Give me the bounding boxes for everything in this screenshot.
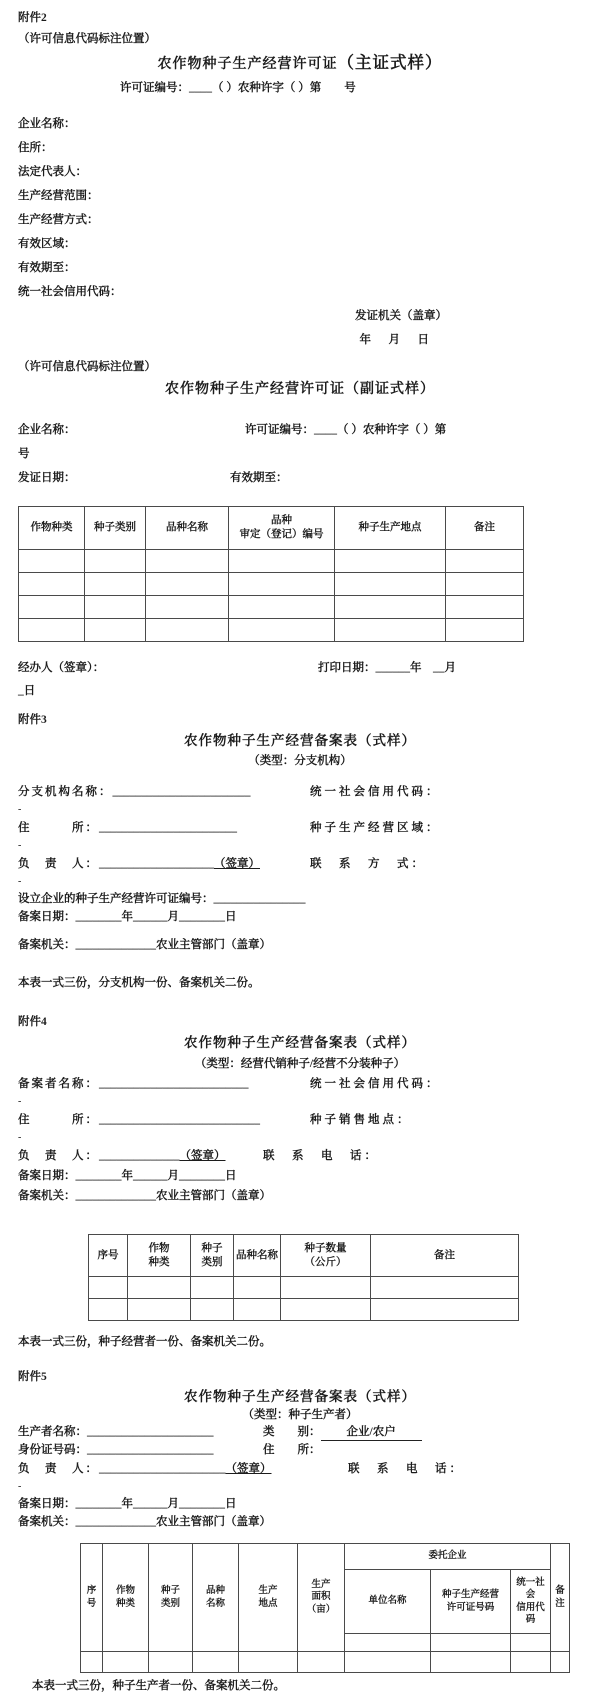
field-label: 生产经营范围： (18, 190, 99, 202)
empty-cell (431, 1634, 511, 1652)
license-number-text: 许可证编号：____（ ）农种许字（ ）第 (245, 424, 447, 436)
empty-cell (511, 1634, 551, 1652)
column-header: 序 号 (81, 1544, 103, 1652)
filing-date-text: 备案日期：________年______月________日 (18, 1170, 237, 1182)
field-label: 负 责 人： (18, 1150, 99, 1162)
column-header: 种子生产经营 许可证号码 (431, 1570, 511, 1634)
empty-cell (371, 1277, 519, 1299)
field-valid-until (18, 256, 582, 280)
address-field (18, 1110, 310, 1130)
title-text: 农作物种子生产经营备案表（式样） (184, 1035, 416, 1050)
license-varieties-table (18, 506, 524, 642)
column-header-entrusted: 委托企业 (345, 1544, 551, 1570)
company-license-row (18, 418, 582, 442)
column-header: 作物 种类 (128, 1235, 191, 1277)
blank-underline: ______________________ (87, 1426, 214, 1438)
blank-underline: ________________________ (112, 786, 251, 798)
filing-authority-row (18, 1513, 582, 1531)
field-credit-code (18, 280, 582, 304)
footnote-text: 本表一式三份，分支机构一份、备案机关二份。 (18, 977, 260, 989)
field-label: 有效期至： (18, 262, 76, 274)
empty-cell (446, 550, 524, 573)
field-company-name (18, 112, 582, 136)
empty-cell (19, 550, 85, 573)
empty-cell (229, 619, 335, 642)
column-header: 生产 地点 (239, 1544, 298, 1652)
field-label: 身份证号码： (18, 1444, 87, 1456)
empty-cell (335, 596, 446, 619)
category-value: 企业/农户 (321, 1425, 422, 1441)
field-company-name (18, 418, 245, 442)
filing-date-text: 备案日期：________年______月________日 (18, 911, 237, 923)
authority-seal-text: 农业主管部门（盖章） (156, 1190, 271, 1202)
field-label: 备案机关： (18, 1190, 76, 1202)
filing-date-row (18, 1166, 582, 1186)
day-wrap-text: _日 (18, 685, 36, 697)
field-label: 统一社会信用代码： (310, 786, 441, 798)
field-valid-region (18, 232, 582, 256)
blank-underline: ________________________ (99, 822, 237, 834)
field-label: 统一社会信用代码： (310, 1078, 441, 1090)
column-header: 种子生产地点 (335, 507, 446, 550)
stray-dash (18, 874, 582, 890)
title-paren-text: （主证式样） (337, 53, 443, 72)
print-date-wrap-line (18, 680, 582, 702)
field-label: 住所： (18, 142, 53, 154)
field-label: 住 所： (263, 1444, 321, 1456)
category-field (263, 1423, 422, 1441)
field-label: 负 责 人： (18, 858, 99, 870)
table-row (19, 619, 524, 642)
empty-cell (19, 573, 85, 596)
field-label: 分支机构名称： (18, 786, 113, 798)
empty-cell (89, 1299, 128, 1321)
attachment5-label (18, 1367, 582, 1387)
attachment4-label (18, 1012, 582, 1032)
issuer-line (18, 304, 582, 328)
parent-license-number-row (18, 890, 582, 908)
producer-name-row (18, 1423, 582, 1441)
empty-cell (335, 573, 446, 596)
column-header: 备注 (446, 507, 524, 550)
attachment5-subtitle (18, 1407, 582, 1423)
dash-text: - (18, 1132, 22, 1143)
dash-text: - (18, 876, 22, 887)
empty-cell (281, 1299, 371, 1321)
field-label: 住 所： (18, 822, 99, 834)
empty-cell (446, 573, 524, 596)
empty-cell (551, 1652, 570, 1673)
field-label: 发证日期： (18, 472, 76, 484)
field-business-mode (18, 208, 582, 232)
empty-cell (191, 1277, 234, 1299)
empty-cell (229, 596, 335, 619)
column-header: 统一社 会 信用代 码 (511, 1570, 551, 1634)
attachment-number: 附件5 (18, 1371, 47, 1383)
field-address (18, 136, 582, 160)
field-label: 备案者名称： (18, 1078, 99, 1090)
attachment3-title (18, 730, 582, 752)
id-number-field (18, 1441, 263, 1459)
branch-name-field (18, 782, 310, 802)
field-label: 经办人（签章）： (18, 662, 105, 674)
duplicate-certificate-title (18, 378, 582, 402)
license-number-line (18, 76, 582, 100)
column-header: 作物种类 (19, 507, 85, 550)
table-header-row (19, 507, 524, 550)
blank-underline: ______________ (75, 939, 156, 951)
blank-underline: ____________________ (99, 858, 214, 870)
empty-cell (146, 573, 229, 596)
field-label: 种子生产经营区域： (310, 822, 441, 834)
empty-cell (85, 619, 146, 642)
column-header: 品种 审定（登记）编号 (229, 507, 335, 550)
filing-authority-row (18, 1186, 582, 1206)
code-position-note-2 (18, 356, 582, 378)
issue-date-text: 年 月 日 (359, 334, 432, 346)
column-header: 备注 (371, 1235, 519, 1277)
filer-name-row (18, 1074, 582, 1094)
empty-cell (298, 1652, 345, 1673)
empty-cell (85, 550, 146, 573)
code-position-note (18, 28, 582, 50)
field-label: 备案机关： (18, 939, 76, 951)
responsible-person-field (18, 1459, 348, 1479)
column-header: 种子类别 (85, 507, 146, 550)
empty-cell (191, 1299, 234, 1321)
table-row (19, 573, 524, 596)
filing-date-row (18, 1495, 582, 1513)
table-row (19, 550, 524, 573)
blank-underline: ______________ (75, 1190, 156, 1202)
attachment3-subtitle (18, 752, 582, 770)
operator-print-row (18, 656, 582, 680)
field-label: 联 系 电 话： (348, 1463, 464, 1475)
subtitle-text: （类型：种子生产者） (242, 1409, 358, 1421)
field-label: 企业名称： (18, 118, 76, 130)
empty-cell (19, 619, 85, 642)
column-header: 作物 种类 (103, 1544, 149, 1652)
title-text: 农作物种子生产经营许可证 (157, 57, 338, 72)
table-row (19, 596, 524, 619)
empty-cell (19, 596, 85, 619)
empty-cell (335, 619, 446, 642)
attachment4-title (18, 1032, 582, 1054)
column-header: 种子数量 （公斤） (281, 1235, 371, 1277)
subtitle-text: （类型：分支机构） (248, 755, 352, 767)
column-header: 序号 (89, 1235, 128, 1277)
empty-cell (431, 1652, 511, 1673)
filing-date-row (18, 908, 582, 926)
signature-seal-text: （签章） (225, 1463, 272, 1475)
address-row (18, 818, 582, 838)
blank-underline: ____________________________ (99, 1114, 260, 1126)
table-row (89, 1299, 519, 1321)
responsible-person-row (18, 854, 582, 874)
column-header: 备 注 (551, 1544, 570, 1652)
producer-name-field (18, 1423, 263, 1441)
main-certificate-title (18, 50, 582, 76)
attachment5-title (18, 1387, 582, 1407)
filing-authority-row (18, 936, 582, 954)
license-number-text: 许可证编号：____（ ）农种许字（ ）第 号 (120, 82, 356, 94)
license-wrap-text: 号 (18, 448, 30, 460)
license-wrap-line (18, 442, 582, 466)
dash-text: - (18, 804, 22, 815)
attachment-number: 附件4 (18, 1016, 47, 1028)
empty-cell (511, 1652, 551, 1673)
blank-underline: ________________ (213, 893, 306, 905)
footnote-text: 本表一式三份，种子生产者一份、备案机关二份。 (32, 1680, 285, 1692)
field-label: 生产者名称： (18, 1426, 87, 1438)
note-text: （许可信息代码标注位置） (18, 361, 156, 373)
blank-underline: __________________________ (99, 1078, 249, 1090)
empty-cell (146, 550, 229, 573)
attachment3-label (18, 710, 582, 730)
responsible-person-field (18, 1146, 263, 1166)
attachment2-label (18, 8, 582, 28)
empty-cell (81, 1652, 103, 1673)
signature-seal-text: （签章） (214, 858, 260, 870)
field-label: 联 系 方 式： (310, 858, 426, 870)
attachment3-footnote (18, 974, 582, 992)
field-label: 有效区域： (18, 238, 76, 250)
column-header: 品种名称 (234, 1235, 281, 1277)
empty-cell (85, 596, 146, 619)
authority-seal-text: 农业主管部门（盖章） (156, 939, 271, 951)
field-label: 种子销售地点： (310, 1114, 412, 1126)
empty-cell (371, 1299, 519, 1321)
empty-cell (239, 1652, 298, 1673)
table-header-row (81, 1544, 570, 1570)
empty-cell (234, 1277, 281, 1299)
empty-cell (103, 1652, 149, 1673)
table-row (89, 1277, 519, 1299)
column-header: 生产 面积 （亩） (298, 1544, 345, 1652)
field-label: 类 别： (263, 1426, 321, 1438)
dash-text: - (18, 1481, 22, 1492)
empty-cell (128, 1277, 191, 1299)
producer-filing-table (80, 1543, 570, 1673)
empty-cell (85, 573, 146, 596)
subtitle-text: （类型：经营代销种子/经营不分装种子） (194, 1058, 406, 1070)
filing-date-text: 备案日期：________年______月________日 (18, 1498, 237, 1510)
blank-underline: ______________ (75, 1516, 156, 1528)
blank-underline: ______________________ (87, 1444, 214, 1456)
field-label: 负 责 人： (18, 1463, 99, 1475)
address-field (18, 818, 310, 838)
address-row (18, 1110, 582, 1130)
table-row (81, 1652, 570, 1673)
empty-cell (345, 1652, 431, 1673)
empty-cell (146, 619, 229, 642)
column-header: 品种 名称 (193, 1544, 239, 1652)
column-header: 种子 类别 (191, 1235, 234, 1277)
empty-cell (446, 619, 524, 642)
empty-cell (281, 1277, 371, 1299)
title-text: 农作物种子生产经营许可证（副证式样） (165, 382, 435, 397)
field-label: 法定代表人： (18, 166, 87, 178)
filer-name-field (18, 1074, 310, 1094)
attachment-number: 附件3 (18, 714, 47, 726)
attachment4-subtitle (18, 1054, 582, 1074)
column-header: 品种名称 (146, 507, 229, 550)
stray-dash (18, 802, 582, 818)
stray-dash (18, 1479, 582, 1495)
seed-filing-table (88, 1234, 519, 1321)
signature-seal-text: （签章） (179, 1150, 226, 1162)
stray-dash (18, 1130, 582, 1146)
responsible-person-field (18, 854, 310, 874)
field-label: 生产经营方式： (18, 214, 99, 226)
field-label: 备案机关： (18, 1516, 76, 1528)
id-number-row (18, 1441, 582, 1459)
empty-cell (229, 550, 335, 573)
blank-underline: ______________________ (99, 1463, 226, 1475)
responsible-person-row (18, 1459, 582, 1479)
column-header: 种子 类别 (149, 1544, 193, 1652)
dash-text: - (18, 840, 22, 851)
field-label: 住 所： (18, 1114, 99, 1126)
blank-underline: ______________ (99, 1150, 180, 1162)
note-text: （许可信息代码标注位置） (18, 33, 156, 45)
dash-text: - (18, 1096, 22, 1107)
stray-dash (18, 1094, 582, 1110)
operator-signature (18, 656, 318, 680)
field-label: 设立企业的种子生产经营许可证编号： (18, 893, 214, 905)
empty-cell (149, 1652, 193, 1673)
attachment5-footnote (18, 1677, 582, 1695)
authority-seal-text: 农业主管部门（盖章） (156, 1516, 271, 1528)
empty-cell (146, 596, 229, 619)
field-legal-representative (18, 160, 582, 184)
issuer-text: 发证机关（盖章） (355, 310, 447, 322)
empty-cell (89, 1277, 128, 1299)
empty-cell (193, 1652, 239, 1673)
field-label: 统一社会信用代码： (18, 286, 122, 298)
title-text: 农作物种子生产经营备案表（式样） (184, 1389, 416, 1404)
issue-date-line (18, 328, 582, 352)
field-valid-until: 有效期至： (230, 472, 288, 484)
issue-valid-row (18, 466, 582, 490)
branch-name-row (18, 782, 582, 802)
column-header: 单位名称 (345, 1570, 431, 1634)
attachment4-footnote (18, 1333, 582, 1351)
footnote-text: 本表一式三份，种子经营者一份、备案机关二份。 (18, 1336, 271, 1348)
empty-cell (335, 550, 446, 573)
field-issue-date (18, 466, 230, 490)
title-text: 农作物种子生产经营备案表（式样） (184, 733, 416, 748)
empty-cell (234, 1299, 281, 1321)
empty-cell (128, 1299, 191, 1321)
empty-cell (345, 1634, 431, 1652)
attachment-number: 附件2 (18, 12, 47, 24)
field-label: 联 系 电 话： (263, 1150, 379, 1162)
empty-cell (446, 596, 524, 619)
stray-dash (18, 838, 582, 854)
table-header-row (89, 1235, 519, 1277)
field-label: 企业名称： (18, 424, 76, 436)
print-date-text: 打印日期：______年 __月 (318, 662, 456, 674)
empty-cell (229, 573, 335, 596)
responsible-person-row (18, 1146, 582, 1166)
field-business-scope (18, 184, 582, 208)
